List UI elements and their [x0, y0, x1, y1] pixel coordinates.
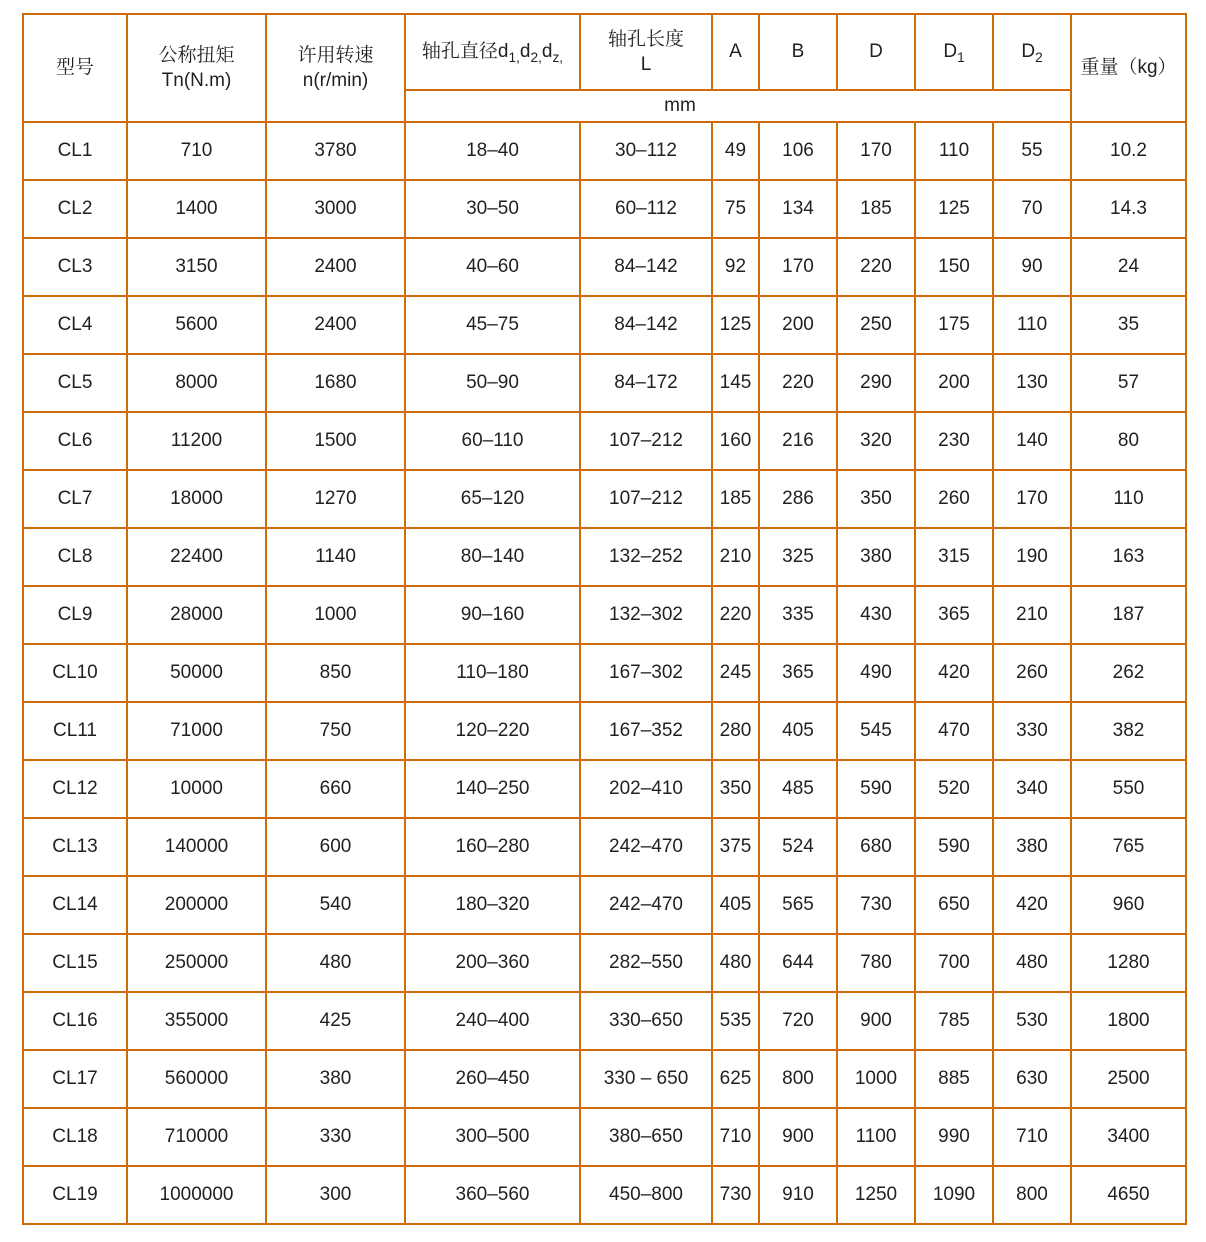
cell-bore-diameter: 260–450 — [405, 1050, 580, 1108]
bore-diameter-prefix: 轴孔直径d — [421, 41, 509, 63]
cell-speed: 1270 — [266, 470, 405, 528]
cell-b: 220 — [759, 354, 837, 412]
cell-d1: 125 — [915, 180, 993, 238]
cell-a: 185 — [712, 470, 759, 528]
cell-d2: 190 — [993, 528, 1071, 586]
column-header-weight: 重量（kg） — [1071, 14, 1186, 122]
cell-b: 910 — [759, 1166, 837, 1224]
cell-torque: 710000 — [127, 1108, 266, 1166]
cell-bore-length: 450–800 — [580, 1166, 712, 1224]
cell-model: CL3 — [23, 238, 127, 296]
cell-d2: 420 — [993, 876, 1071, 934]
cell-d2: 260 — [993, 644, 1071, 702]
cell-a: 210 — [712, 528, 759, 586]
cell-d1: 1090 — [915, 1166, 993, 1224]
cell-torque: 250000 — [127, 934, 266, 992]
cell-model: CL4 — [23, 296, 127, 354]
cell-model: CL12 — [23, 760, 127, 818]
cell-speed: 330 — [266, 1108, 405, 1166]
column-header-model — [23, 14, 127, 122]
cell-bore-diameter: 110–180 — [405, 644, 580, 702]
cell-d2: 330 — [993, 702, 1071, 760]
cell-weight: 2500 — [1071, 1050, 1186, 1108]
column-header-bore-diameter-label — [408, 39, 577, 64]
cell-b: 170 — [759, 238, 837, 296]
cell-bore-diameter: 160–280 — [405, 818, 580, 876]
table-row — [23, 992, 1186, 1050]
cell-bore-diameter: 18–40 — [405, 122, 580, 180]
cell-d: 730 — [837, 876, 915, 934]
table-body — [23, 122, 1186, 1224]
cell-bore-diameter: 240–400 — [405, 992, 580, 1050]
cell-model: CL13 — [23, 818, 127, 876]
cell-d2: 530 — [993, 992, 1071, 1050]
bore-diameter-mid2: d — [541, 41, 553, 63]
table-header — [23, 14, 1186, 122]
cell-bore-length: 30–112 — [580, 122, 712, 180]
cell-bore-length: 242–470 — [580, 876, 712, 934]
cell-d: 490 — [837, 644, 915, 702]
table-row — [23, 760, 1186, 818]
cell-d1: 315 — [915, 528, 993, 586]
cell-d2: 630 — [993, 1050, 1071, 1108]
cell-d1: 260 — [915, 470, 993, 528]
cell-speed: 660 — [266, 760, 405, 818]
column-header-speed-line1: 许用转速 — [297, 44, 374, 66]
cell-bore-length: 107–212 — [580, 470, 712, 528]
cell-b: 286 — [759, 470, 837, 528]
cell-a: 92 — [712, 238, 759, 296]
cell-d2: 110 — [993, 296, 1071, 354]
cell-weight: 550 — [1071, 760, 1186, 818]
cell-bore-length: 84–142 — [580, 238, 712, 296]
cell-speed: 2400 — [266, 296, 405, 354]
cell-b: 216 — [759, 412, 837, 470]
cell-b: 565 — [759, 876, 837, 934]
cell-weight: 1280 — [1071, 934, 1186, 992]
cell-model: CL11 — [23, 702, 127, 760]
column-header-bore-length — [580, 14, 712, 90]
cell-model: CL1 — [23, 122, 127, 180]
cell-d: 780 — [837, 934, 915, 992]
table-row — [23, 1050, 1186, 1108]
cell-weight: 1800 — [1071, 992, 1186, 1050]
cell-weight: 4650 — [1071, 1166, 1186, 1224]
cell-bore-diameter: 45–75 — [405, 296, 580, 354]
cell-d: 320 — [837, 412, 915, 470]
column-header-model-label: 型号 — [55, 57, 94, 79]
table-row — [23, 528, 1186, 586]
coupling-spec-table — [22, 13, 1187, 1225]
cell-weight: 187 — [1071, 586, 1186, 644]
column-header-a: A — [712, 14, 759, 90]
cell-a: 145 — [712, 354, 759, 412]
cell-b: 200 — [759, 296, 837, 354]
table-row — [23, 644, 1186, 702]
cell-bore-length: 60–112 — [580, 180, 712, 238]
cell-torque: 140000 — [127, 818, 266, 876]
table-row — [23, 180, 1186, 238]
cell-d1: 365 — [915, 586, 993, 644]
cell-torque: 11200 — [127, 412, 266, 470]
cell-torque: 5600 — [127, 296, 266, 354]
cell-d: 1100 — [837, 1108, 915, 1166]
cell-b: 335 — [759, 586, 837, 644]
cell-d1: 700 — [915, 934, 993, 992]
cell-d: 290 — [837, 354, 915, 412]
cell-weight: 765 — [1071, 818, 1186, 876]
cell-a: 625 — [712, 1050, 759, 1108]
cell-a: 125 — [712, 296, 759, 354]
cell-bore-diameter: 50–90 — [405, 354, 580, 412]
cell-d: 430 — [837, 586, 915, 644]
cell-bore-length: 380–650 — [580, 1108, 712, 1166]
cell-a: 280 — [712, 702, 759, 760]
cell-weight: 57 — [1071, 354, 1186, 412]
cell-d1: 150 — [915, 238, 993, 296]
cell-d2: 170 — [993, 470, 1071, 528]
cell-b: 134 — [759, 180, 837, 238]
cell-a: 730 — [712, 1166, 759, 1224]
column-header-torque — [127, 14, 266, 122]
cell-d: 380 — [837, 528, 915, 586]
cell-bore-length: 84–172 — [580, 354, 712, 412]
cell-weight: 24 — [1071, 238, 1186, 296]
cell-torque: 1000000 — [127, 1166, 266, 1224]
cell-model: CL5 — [23, 354, 127, 412]
cell-bore-diameter: 140–250 — [405, 760, 580, 818]
cell-model: CL16 — [23, 992, 127, 1050]
cell-torque: 71000 — [127, 702, 266, 760]
table-row — [23, 1108, 1186, 1166]
cell-speed: 3780 — [266, 122, 405, 180]
cell-d2: 480 — [993, 934, 1071, 992]
cell-weight: 80 — [1071, 412, 1186, 470]
cell-bore-length: 167–352 — [580, 702, 712, 760]
column-header-torque-line1: 公称扭矩 — [158, 44, 235, 66]
cell-bore-diameter: 80–140 — [405, 528, 580, 586]
cell-speed: 2400 — [266, 238, 405, 296]
cell-d1: 785 — [915, 992, 993, 1050]
table-row — [23, 702, 1186, 760]
table-row — [23, 1166, 1186, 1224]
cell-bore-diameter: 60–110 — [405, 412, 580, 470]
cell-bore-length: 84–142 — [580, 296, 712, 354]
cell-d: 1000 — [837, 1050, 915, 1108]
cell-speed: 750 — [266, 702, 405, 760]
cell-model: CL7 — [23, 470, 127, 528]
cell-model: CL14 — [23, 876, 127, 934]
cell-speed: 480 — [266, 934, 405, 992]
cell-bore-length: 107–212 — [580, 412, 712, 470]
column-header-d1-sub: 1 — [957, 49, 965, 65]
cell-torque: 3150 — [127, 238, 266, 296]
cell-a: 75 — [712, 180, 759, 238]
header-row-primary — [23, 14, 1186, 90]
cell-weight: 110 — [1071, 470, 1186, 528]
cell-a: 245 — [712, 644, 759, 702]
cell-bore-diameter: 200–360 — [405, 934, 580, 992]
cell-bore-length: 167–302 — [580, 644, 712, 702]
cell-model: CL8 — [23, 528, 127, 586]
cell-d1: 230 — [915, 412, 993, 470]
cell-weight: 382 — [1071, 702, 1186, 760]
cell-model: CL15 — [23, 934, 127, 992]
cell-a: 350 — [712, 760, 759, 818]
cell-d2: 800 — [993, 1166, 1071, 1224]
cell-d: 250 — [837, 296, 915, 354]
cell-d2: 140 — [993, 412, 1071, 470]
cell-weight: 262 — [1071, 644, 1186, 702]
cell-d1: 650 — [915, 876, 993, 934]
cell-bore-diameter: 120–220 — [405, 702, 580, 760]
cell-d: 680 — [837, 818, 915, 876]
cell-d2: 55 — [993, 122, 1071, 180]
cell-model: CL6 — [23, 412, 127, 470]
cell-a: 375 — [712, 818, 759, 876]
table-row — [23, 238, 1186, 296]
cell-bore-diameter: 300–500 — [405, 1108, 580, 1166]
cell-d1: 470 — [915, 702, 993, 760]
cell-bore-diameter: 180–320 — [405, 876, 580, 934]
column-header-speed — [266, 14, 405, 122]
cell-model: CL2 — [23, 180, 127, 238]
cell-b: 485 — [759, 760, 837, 818]
cell-d: 545 — [837, 702, 915, 760]
cell-torque: 710 — [127, 122, 266, 180]
cell-b: 644 — [759, 934, 837, 992]
cell-weight: 10.2 — [1071, 122, 1186, 180]
cell-weight: 960 — [1071, 876, 1186, 934]
cell-a: 710 — [712, 1108, 759, 1166]
cell-d1: 110 — [915, 122, 993, 180]
cell-d2: 90 — [993, 238, 1071, 296]
cell-speed: 1000 — [266, 586, 405, 644]
cell-d2: 210 — [993, 586, 1071, 644]
table-row — [23, 296, 1186, 354]
column-header-d2-sub: 2 — [1035, 49, 1043, 65]
cell-d: 220 — [837, 238, 915, 296]
cell-weight: 3400 — [1071, 1108, 1186, 1166]
cell-a: 480 — [712, 934, 759, 992]
cell-d2: 710 — [993, 1108, 1071, 1166]
cell-torque: 200000 — [127, 876, 266, 934]
cell-torque: 8000 — [127, 354, 266, 412]
cell-speed: 850 — [266, 644, 405, 702]
cell-speed: 425 — [266, 992, 405, 1050]
column-header-speed-line2: n(r/min) — [302, 70, 369, 91]
cell-weight: 14.3 — [1071, 180, 1186, 238]
column-header-d2 — [993, 14, 1071, 90]
table-row — [23, 412, 1186, 470]
cell-torque: 28000 — [127, 586, 266, 644]
cell-torque: 355000 — [127, 992, 266, 1050]
cell-a: 535 — [712, 992, 759, 1050]
cell-d2: 130 — [993, 354, 1071, 412]
unit-row-mm — [405, 90, 1071, 122]
cell-bore-diameter: 40–60 — [405, 238, 580, 296]
cell-d2: 340 — [993, 760, 1071, 818]
cell-b: 325 — [759, 528, 837, 586]
cell-bore-length: 132–302 — [580, 586, 712, 644]
cell-model: CL10 — [23, 644, 127, 702]
table-row — [23, 470, 1186, 528]
cell-torque: 10000 — [127, 760, 266, 818]
cell-speed: 540 — [266, 876, 405, 934]
column-header-bore-length-line1: 轴孔长度 — [607, 28, 684, 50]
cell-bore-length: 202–410 — [580, 760, 712, 818]
cell-torque: 18000 — [127, 470, 266, 528]
cell-d: 185 — [837, 180, 915, 238]
cell-speed: 300 — [266, 1166, 405, 1224]
spec-table-container — [22, 13, 1185, 1225]
cell-b: 365 — [759, 644, 837, 702]
cell-speed: 380 — [266, 1050, 405, 1108]
cell-b: 106 — [759, 122, 837, 180]
cell-d1: 885 — [915, 1050, 993, 1108]
cell-a: 49 — [712, 122, 759, 180]
column-header-d2-base: D — [1021, 41, 1036, 63]
cell-model: CL19 — [23, 1166, 127, 1224]
cell-d1: 200 — [915, 354, 993, 412]
column-header-d1 — [915, 14, 993, 90]
cell-d: 350 — [837, 470, 915, 528]
cell-bore-length: 132–252 — [580, 528, 712, 586]
column-header-torque-line2: Tn(N.m) — [161, 70, 232, 91]
table-row — [23, 876, 1186, 934]
cell-d1: 175 — [915, 296, 993, 354]
cell-b: 405 — [759, 702, 837, 760]
cell-bore-diameter: 65–120 — [405, 470, 580, 528]
bore-diameter-sub2: 2, — [530, 49, 542, 65]
cell-speed: 1680 — [266, 354, 405, 412]
bore-diameter-sub1: 1, — [508, 49, 520, 65]
cell-b: 524 — [759, 818, 837, 876]
cell-a: 220 — [712, 586, 759, 644]
cell-torque: 1400 — [127, 180, 266, 238]
cell-d1: 590 — [915, 818, 993, 876]
cell-bore-length: 282–550 — [580, 934, 712, 992]
cell-a: 405 — [712, 876, 759, 934]
cell-speed: 600 — [266, 818, 405, 876]
cell-d: 900 — [837, 992, 915, 1050]
cell-weight: 163 — [1071, 528, 1186, 586]
cell-model: CL18 — [23, 1108, 127, 1166]
table-row — [23, 818, 1186, 876]
cell-a: 160 — [712, 412, 759, 470]
cell-speed: 1140 — [266, 528, 405, 586]
cell-b: 900 — [759, 1108, 837, 1166]
cell-d: 1250 — [837, 1166, 915, 1224]
cell-model: CL9 — [23, 586, 127, 644]
cell-d1: 990 — [915, 1108, 993, 1166]
column-header-bore-length-line2: L — [640, 54, 652, 75]
unit-label: mm — [664, 95, 696, 117]
cell-d: 170 — [837, 122, 915, 180]
cell-d1: 520 — [915, 760, 993, 818]
cell-bore-length: 330–650 — [580, 992, 712, 1050]
cell-torque: 560000 — [127, 1050, 266, 1108]
cell-bore-length: 330 – 650 — [580, 1050, 712, 1108]
cell-d2: 70 — [993, 180, 1071, 238]
cell-speed: 3000 — [266, 180, 405, 238]
cell-model: CL17 — [23, 1050, 127, 1108]
cell-torque: 22400 — [127, 528, 266, 586]
cell-bore-diameter: 90–160 — [405, 586, 580, 644]
column-header-b: B — [759, 14, 837, 90]
cell-d2: 380 — [993, 818, 1071, 876]
table-row — [23, 586, 1186, 644]
cell-weight: 35 — [1071, 296, 1186, 354]
cell-d: 590 — [837, 760, 915, 818]
table-row — [23, 934, 1186, 992]
table-row — [23, 122, 1186, 180]
column-header-d: D — [837, 14, 915, 90]
column-header-d1-base: D — [943, 41, 958, 63]
bore-diameter-mid1: d — [519, 41, 531, 63]
cell-b: 720 — [759, 992, 837, 1050]
cell-b: 800 — [759, 1050, 837, 1108]
bore-diameter-sub3: z, — [552, 49, 564, 65]
cell-bore-length: 242–470 — [580, 818, 712, 876]
table-row — [23, 354, 1186, 412]
cell-bore-diameter: 30–50 — [405, 180, 580, 238]
cell-speed: 1500 — [266, 412, 405, 470]
cell-torque: 50000 — [127, 644, 266, 702]
column-header-bore-diameter — [405, 14, 580, 90]
cell-d1: 420 — [915, 644, 993, 702]
cell-bore-diameter: 360–560 — [405, 1166, 580, 1224]
